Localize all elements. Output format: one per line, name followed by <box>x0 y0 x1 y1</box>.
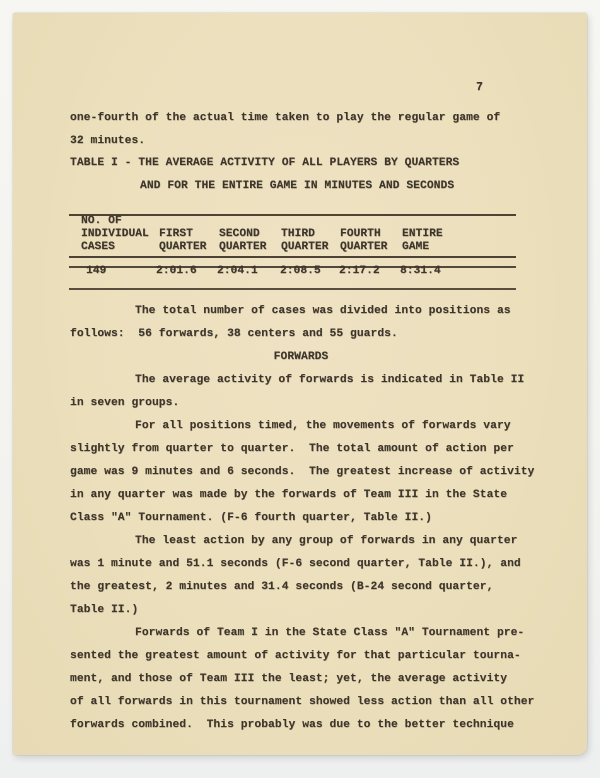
table-cell: 2:04.1 <box>217 265 258 277</box>
text-line: Table II.) <box>70 604 139 616</box>
text-line: 32 minutes. <box>70 134 146 147</box>
text-line: game was 9 minutes and 6 seconds. The greatest increase of activity <box>70 466 535 478</box>
text-line: Class "A" Tournament. (F-6 fourth quarter, Table II.) <box>70 512 432 524</box>
table-header-cell <box>340 228 387 254</box>
text-line: was 1 minute and 51.1 seconds (F-6 second quarter, Table II.), and <box>70 558 521 570</box>
table-header-cell <box>281 228 328 254</box>
intro-text <box>70 107 532 197</box>
text-line: The total number of cases was divided into positions as <box>135 305 511 317</box>
table-header-cell <box>159 228 206 254</box>
table-header-cell <box>219 228 266 254</box>
text-line: the greatest, 2 minutes and 31.4 seconds (B-24 second quarter, <box>70 581 494 593</box>
text-line: in seven groups. <box>70 397 180 409</box>
table-header-line: NO. OF <box>81 215 122 227</box>
table-header-line: FIRST <box>159 228 193 240</box>
table-header-line: THIRD <box>281 228 315 240</box>
table-1 <box>69 213 516 293</box>
table-header-cell <box>402 228 443 254</box>
text-line: in any quarter was made by the forwards of Team III in the State <box>70 489 508 501</box>
text-line: The average activity of forwards is indicated in Table II <box>135 374 525 386</box>
table-cell: 2:08.5 <box>280 265 321 277</box>
table-header-line: QUARTER <box>340 241 388 253</box>
table-cell: 2:01.6 <box>156 265 197 277</box>
table-header-line: QUARTER <box>159 241 207 253</box>
text-line: TABLE I - THE AVERAGE ACTIVITY OF ALL PLAYERS BY QUARTERS <box>70 157 460 169</box>
table-rule-bottom <box>69 288 516 290</box>
document-page <box>13 13 587 755</box>
text-line: one-fourth of the actual time taken to play the regular game of <box>70 112 501 124</box>
text-line: AND FOR THE ENTIRE GAME IN MINUTES AND SECONDS <box>140 179 455 192</box>
text-line: follows: 56 forwards, 38 centers and 55 guards. <box>70 328 398 340</box>
table-cell: 8:31.4 <box>400 265 441 277</box>
table-header-line: ENTIRE <box>402 228 443 240</box>
text-line: of all forwards in this tournament showed less action than all other <box>70 696 535 708</box>
text-line: forwards combined. This probably was due to the better technique <box>70 719 514 731</box>
text-line: sented the greatest amount of activity for that particular tourna- <box>70 650 521 662</box>
text-line: For all positions timed, the movements of forwards vary <box>135 420 511 432</box>
text-line: slightly from quarter to quarter. The total amount of action per <box>70 443 514 455</box>
body-text <box>70 300 535 737</box>
table-cell: 149 <box>86 265 107 277</box>
table-header-line: SECOND <box>219 228 260 240</box>
table-header-line: QUARTER <box>281 241 329 253</box>
table-header-line: QUARTER <box>219 241 267 253</box>
table-header-line: FOURTH <box>340 228 381 240</box>
table-header-line: GAME <box>402 241 430 253</box>
table-header-line: CASES <box>81 241 115 253</box>
text-line: ment, and those of Team III the least; yet, the average activity <box>70 673 508 685</box>
text-line: FORWARDS <box>273 351 329 363</box>
text-line: Forwards of Team I in the State Class "A" Tournament pre- <box>135 627 525 639</box>
text-line: The least action by any group of forwards in any quarter <box>135 535 518 547</box>
page-number: 7 <box>476 81 483 94</box>
table-cell: 2:17.2 <box>339 265 380 277</box>
table-header-cell <box>81 215 149 254</box>
table-header-line: INDIVIDUAL <box>81 228 149 240</box>
